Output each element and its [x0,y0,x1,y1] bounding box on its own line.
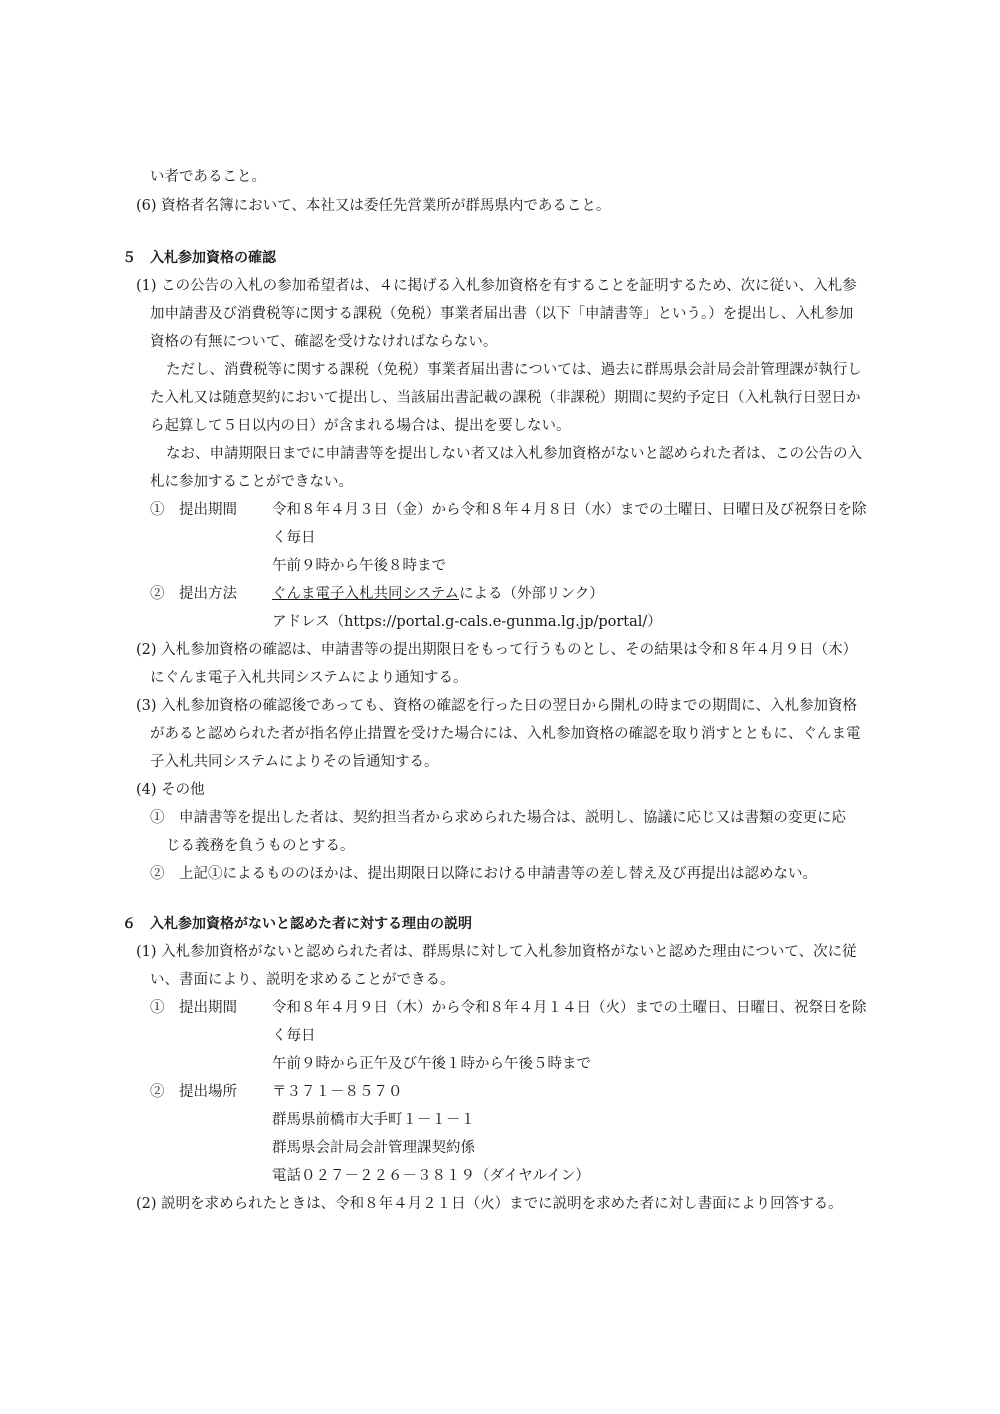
s5-p3-line-1: (3) 入札参加資格の確認後であっても、資格の確認を行った日の翌日から開札の時までの期間に、入札参加資格 [136,698,857,714]
item-6: (6) 資格者名簿において、本社又は委任先営業所が群馬県内であること。 [136,198,611,214]
s5-p3-line-3: 子入札共同システムによりその旨通知する。 [150,754,439,770]
s5-p2-line-1: (2) 入札参加資格の確認は、申請書等の提出期限日をもって行うものとし、その結果は令和８年４月９日（木） [136,642,858,658]
s5-method [272,584,604,604]
s5-method-rest: による（外部リンク） [459,586,604,602]
s5-period-line-2: く毎日 [272,530,316,546]
s5-p1-line-4: ただし、消費税等に関する課税（免税）事業者届出書については、過去に群馬県会計局会計管理課が執行し [166,362,862,378]
s5-o1-line-2: じる義務を負うものとする。 [166,838,355,854]
s6-p1-line-2: い、書面により、説明を求めることができる。 [150,972,455,988]
s5-p1-line-7: なお、申請期限日までに申請書等を提出しない者又は入札参加資格がないと認められた者は、この公告の入 [166,446,862,462]
s5-o1-line-1: ① 申請書等を提出した者は、契約担当者から求められた場合は、説明し、協議に応じ又は書類の変更に応 [150,810,846,826]
portal-link[interactable]: ぐんま電子入札共同システム [272,586,460,602]
s5-method-label: ② 提出方法 [150,586,237,602]
s6-period-label: ① 提出期間 [150,1000,237,1016]
s6-postal-code: 〒３７１－８５７０ [272,1084,403,1100]
s5-period-line-1: 令和８年４月３日（金）から令和８年４月８日（水）までの土曜日、日曜日及び祝祭日を除 [272,502,867,518]
s5-period-line-3: 午前９時から午後８時まで [272,558,446,574]
s5-p1-line-3: 資格の有無について、確認を受けなければならない。 [150,334,498,350]
s6-period-line-1: 令和８年４月９日（木）から令和８年４月１４日（火）までの土曜日、日曜日、祝祭日を除 [272,1000,867,1016]
s6-place-label: ② 提出場所 [150,1084,237,1100]
section-5-heading: ５ 入札参加資格の確認 [122,250,276,266]
s5-p1-line-6: ら起算して５日以内の日）が含まれる場合は、提出を要しない。 [150,418,571,434]
s6-address: 群馬県前橋市大手町１－１－１ [272,1112,475,1128]
s6-phone: 電話０２７－２２６－３８１９（ダイヤルイン） [272,1168,590,1184]
s5-period-label: ① 提出期間 [150,502,237,518]
s5-o2: ② 上記①によるもののほかは、提出期限日以降における申請書等の差し替え及び再提出は認めない。 [150,866,817,882]
continued-text: い者であること。 [150,169,266,185]
section-6-heading: ６ 入札参加資格がないと認めた者に対する理由の説明 [122,916,472,932]
s6-period-line-3: 午前９時から正午及び午後１時から午後５時まで [272,1056,591,1072]
s5-p3-line-2: があると認められた者が指名停止措置を受けた場合には、入札参加資格の確認を取り消すとともに、ぐんま電 [150,726,861,742]
s5-p1-line-8: 札に参加することができない。 [150,474,353,490]
s6-p1-line-1: (1) 入札参加資格がないと認められた者は、群馬県に対して入札参加資格がないと認めた理由について、次に従 [136,944,857,960]
s5-p2-line-2: にぐんま電子入札共同システムにより通知する。 [150,670,468,686]
s6-period-line-2: く毎日 [272,1028,316,1044]
s5-address: アドレス（https://portal.g-cals.e-gunma.lg.jp/portal/） [272,614,662,630]
s5-p1-line-5: た入札又は随意契約において提出し、当該届出書記載の課税（非課税）期間に契約予定日（入札執行日翌日か [150,390,861,406]
s5-p1-line-2: 加申請書及び消費税等に関する課税（免税）事業者届出書（以下「申請書等」という。）を提出し、入札参加 [150,306,854,322]
s5-p1-line-1: (1) この公告の入札の参加希望者は、４に掲げる入札参加資格を有することを証明するため、次に従い、入札参 [136,278,857,294]
s5-p4: (4) その他 [136,782,205,798]
s6-department: 群馬県会計局会計管理課契約係 [272,1140,475,1156]
s6-p2: (2) 説明を求められたときは、令和８年４月２１日（火）までに説明を求めた者に対し書面により回答する。 [136,1196,843,1212]
